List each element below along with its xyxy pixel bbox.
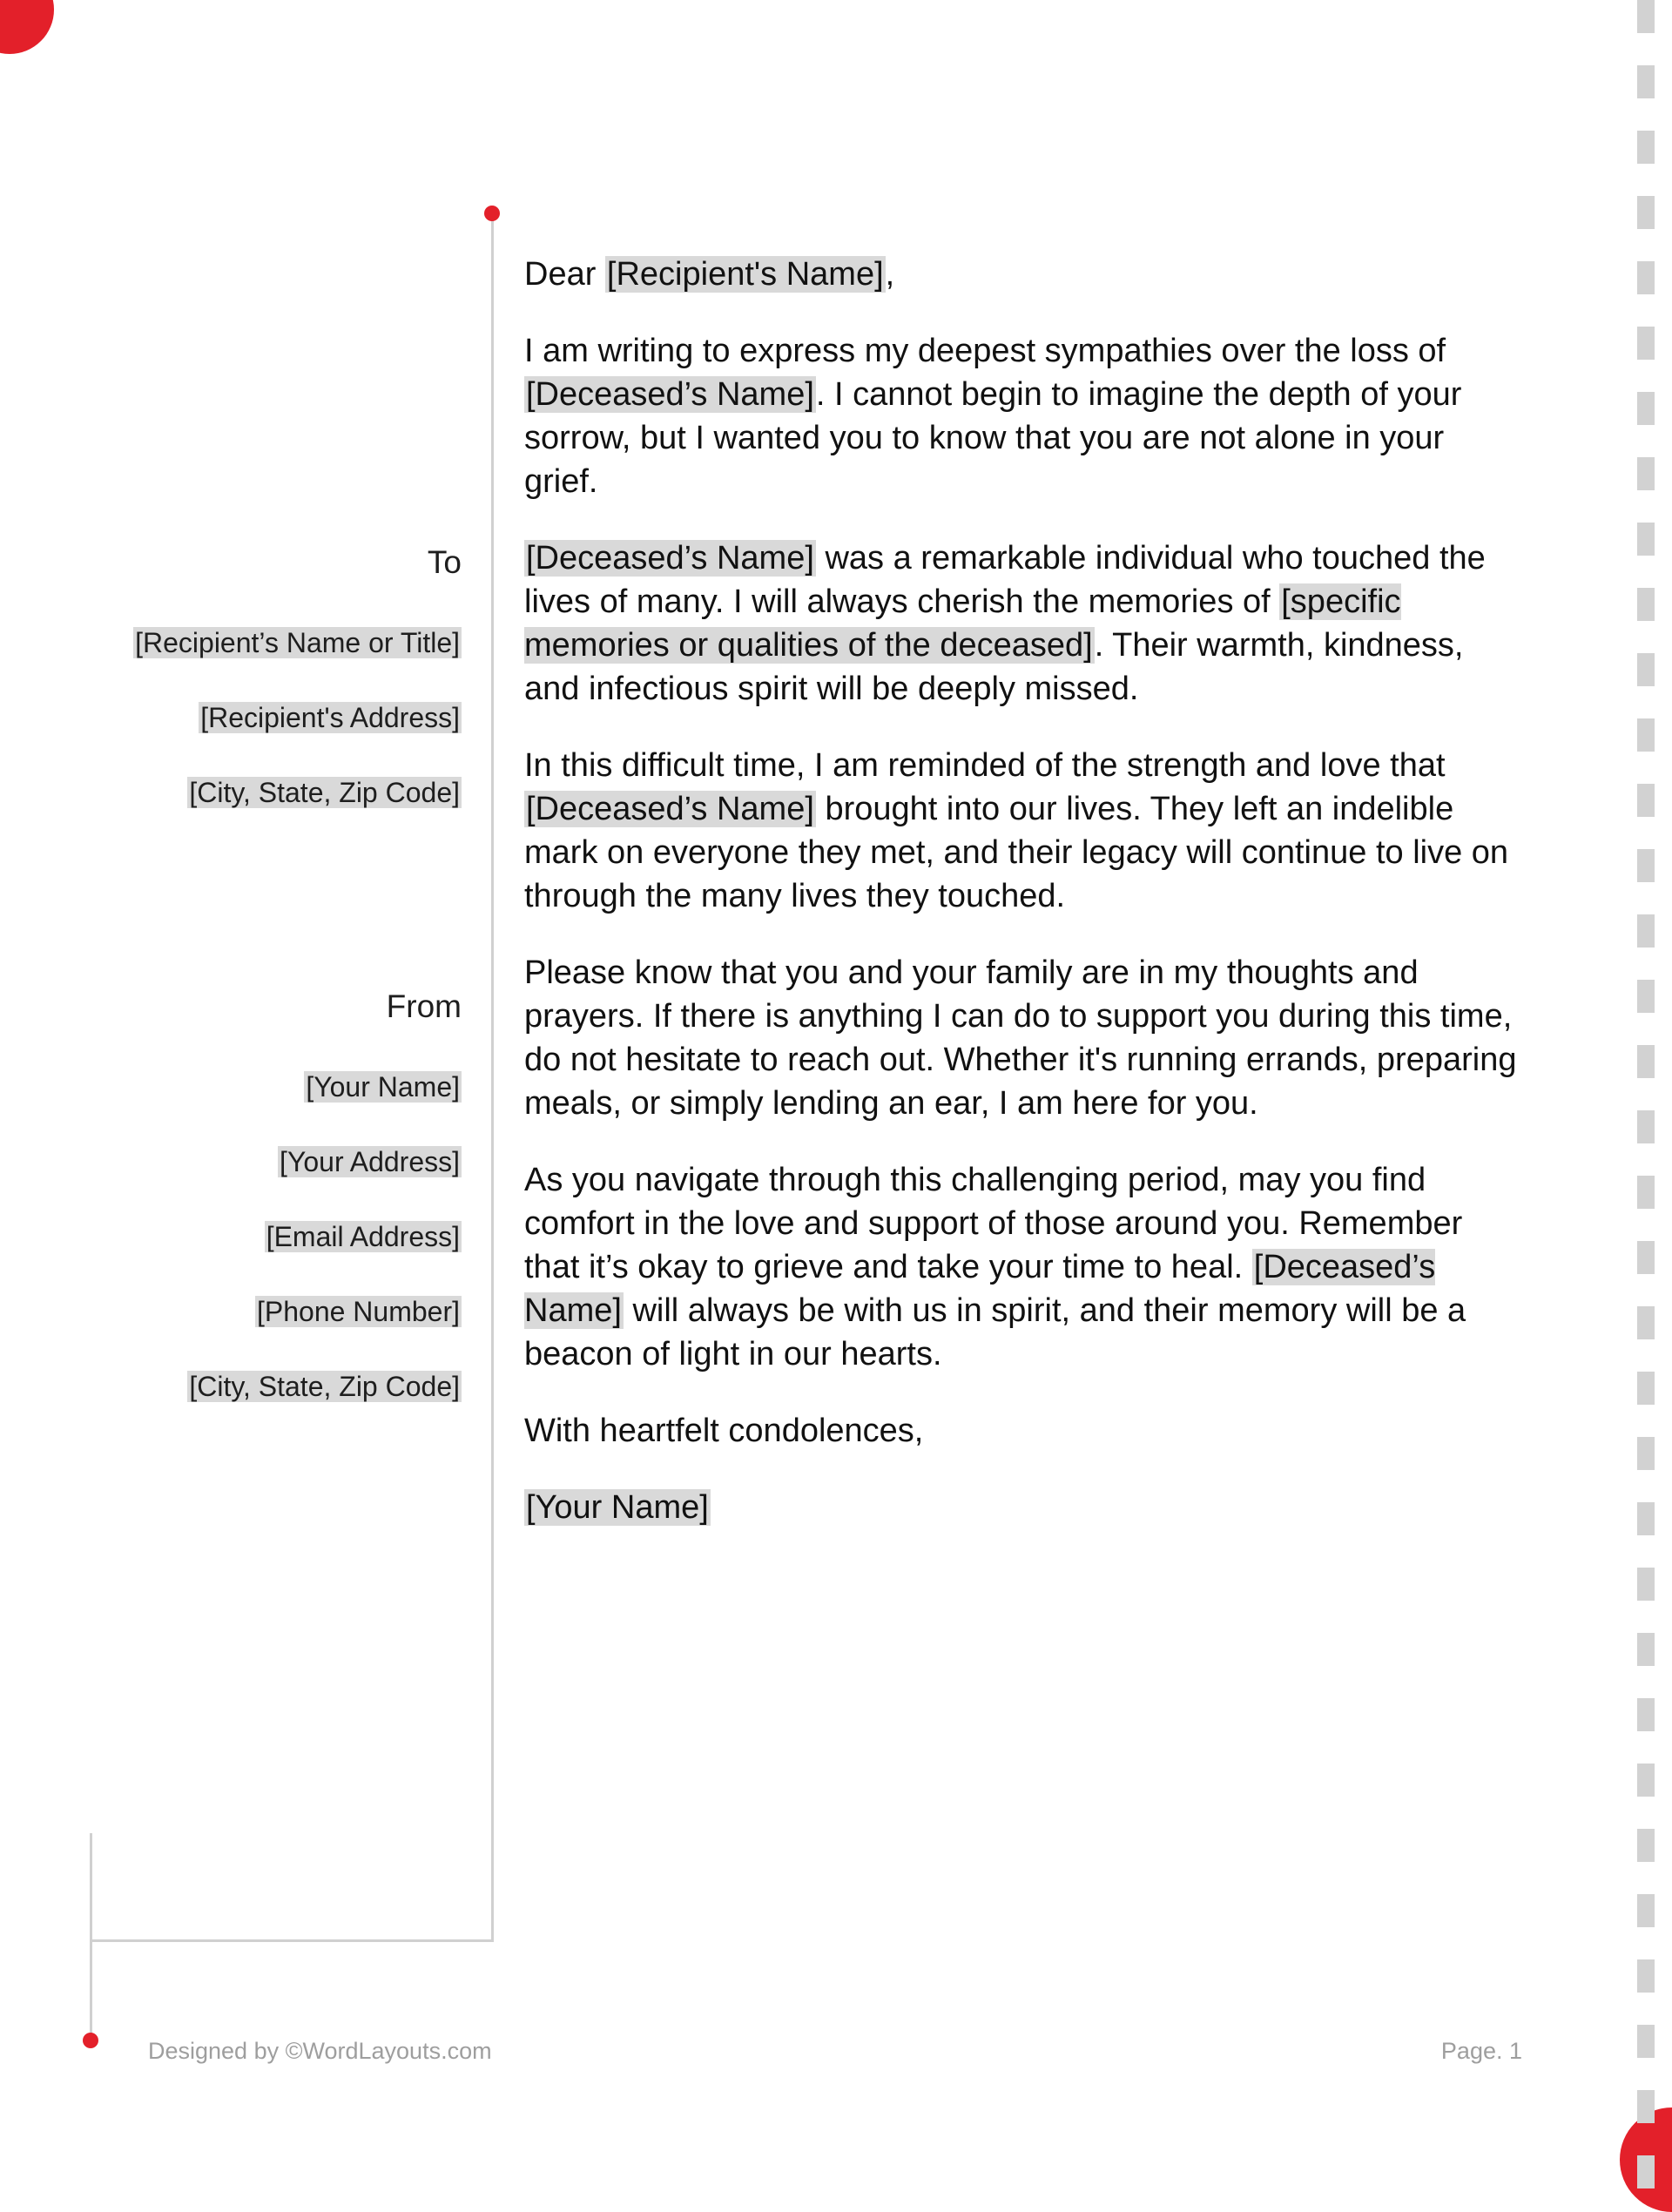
edge-dash: [1637, 2155, 1655, 2188]
deceased-name-placeholder[interactable]: [Deceased’s Name]: [526, 376, 814, 413]
paragraph-2: [524, 536, 1517, 711]
edge-dash: [1637, 457, 1655, 490]
sender-address-placeholder: [Your Address]: [280, 1146, 460, 1177]
paragraph-2-text-b: . Their warmth, kindness, and infectious spirit will be deeply missed.: [524, 627, 1464, 707]
recipient-name-field[interactable]: [133, 627, 462, 659]
paragraph-3-text-b: brought into our lives. They left an indelible mark on everyone they met, and their legacy will continue to live on through the many lives they touched.: [524, 791, 1509, 914]
edge-dash: [1637, 1764, 1655, 1797]
signature-name-placeholder[interactable]: [Your Name]: [526, 1489, 709, 1526]
page-number: Page. 1: [1440, 2038, 1522, 2064]
paragraph-1: [524, 329, 1517, 503]
edge-dash: [1637, 65, 1655, 98]
edge-dash: [1637, 1306, 1655, 1339]
edge-dash: [1637, 1633, 1655, 1666]
edge-dash: [1637, 1437, 1655, 1470]
paragraph-1-text-a: I am writing to express my deepest sympathies over the loss of: [524, 333, 1446, 369]
from-heading: From: [386, 988, 462, 1024]
recipient-city-field[interactable]: [187, 777, 462, 809]
edge-dash: [1637, 1502, 1655, 1535]
deceased-name-placeholder[interactable]: [Deceased’s Name]: [526, 791, 814, 827]
sender-name-placeholder: [Your Name]: [306, 1071, 460, 1103]
deceased-name-placeholder[interactable]: [Deceased’s Name]: [526, 540, 814, 577]
edge-dash: [1637, 327, 1655, 360]
edge-dash: [1637, 196, 1655, 229]
paragraph-2-text-a: was a remarkable individual who touched the lives of many. I will always cherish the memories of: [524, 540, 1486, 620]
paragraph-4: Please know that you and your family are in my thoughts and prayers. If there is anything I can do to support you during this time, do not hesitate to reach out. Whether it's running errands, preparing meals, or simply lending an ear, I am here for you.: [524, 954, 1517, 1122]
edge-dash: [1637, 784, 1655, 817]
paragraph-3: [524, 744, 1517, 918]
edge-dash: [1637, 1110, 1655, 1143]
footer-vertical-rule: [90, 1833, 92, 2038]
edge-dash: [1637, 1372, 1655, 1405]
vertical-divider-line: [491, 212, 494, 1942]
edge-dash: [1637, 914, 1655, 948]
edge-dash: [1637, 1176, 1655, 1209]
divider-dot-top: [484, 206, 500, 221]
edge-dash: [1637, 849, 1655, 882]
salutation-comma: ,: [885, 256, 895, 293]
recipient-address-placeholder: [Recipient's Address]: [200, 702, 460, 733]
specific-memories-placeholder[interactable]: [specific memories or qualities of the deceased]: [524, 583, 1401, 664]
salutation-text: Dear: [524, 256, 605, 293]
corner-circle-top-left: [0, 0, 54, 54]
edge-dash: [1637, 1698, 1655, 1731]
signature-line: [524, 1486, 1517, 1529]
paragraph-5-text-a: As you navigate through this challenging period, may you find comfort in the love and support of those around you. Remember that it’s okay to grieve and take your time to heal.: [524, 1162, 1463, 1285]
dashed-edge-border: [1637, 0, 1655, 2164]
edge-dash: [1637, 1241, 1655, 1274]
sender-address-field[interactable]: [278, 1146, 462, 1178]
sender-name-field[interactable]: [304, 1071, 462, 1103]
edge-dash: [1637, 2025, 1655, 2058]
edge-dash: [1637, 392, 1655, 425]
footer-credit: Designed by ©WordLayouts.com: [148, 2038, 492, 2064]
edge-dash: [1637, 588, 1655, 621]
edge-dash: [1637, 1568, 1655, 1601]
sender-email-placeholder: [Email Address]: [266, 1221, 460, 1252]
edge-dash: [1637, 523, 1655, 556]
to-heading: To: [427, 544, 462, 580]
recipient-city-placeholder: [City, State, Zip Code]: [189, 777, 460, 808]
edge-dash: [1637, 653, 1655, 686]
footer-horizontal-rule: [90, 1939, 494, 1942]
paragraph-5: [524, 1158, 1517, 1376]
edge-dash: [1637, 980, 1655, 1013]
edge-dash: [1637, 0, 1655, 33]
paragraph-3-text-a: In this difficult time, I am reminded of the strength and love that: [524, 747, 1446, 784]
edge-dash: [1637, 1959, 1655, 1993]
edge-dash: [1637, 261, 1655, 294]
edge-dash: [1637, 718, 1655, 752]
edge-dash: [1637, 131, 1655, 164]
salutation-recipient-placeholder[interactable]: [Recipient's Name]: [606, 256, 884, 293]
paragraph-1-text-b: . I cannot begin to imagine the depth of your sorrow, but I wanted you to know that you are not alone in your grief.: [524, 376, 1462, 500]
recipient-address-field[interactable]: [199, 702, 462, 734]
edge-dash: [1637, 2090, 1655, 2123]
edge-dash: [1637, 1894, 1655, 1927]
edge-dash: [1637, 1829, 1655, 1862]
sender-city-field[interactable]: [187, 1371, 462, 1403]
sender-email-field[interactable]: [265, 1221, 462, 1253]
paragraph-5-text-b: will always be with us in spirit, and their memory will be a beacon of light in our hearts.: [524, 1292, 1466, 1372]
deceased-name-placeholder[interactable]: [Deceased’s Name]: [524, 1249, 1436, 1329]
recipient-name-placeholder: [Recipient’s Name or Title]: [135, 627, 460, 658]
edge-dash: [1637, 1045, 1655, 1078]
sender-city-placeholder: [City, State, Zip Code]: [189, 1371, 460, 1402]
divider-dot-bottom: [83, 2033, 98, 2048]
letter-body: [524, 253, 1517, 1562]
salutation: [524, 253, 1517, 296]
closing-line: With heartfelt condolences,: [524, 1413, 924, 1449]
sender-phone-placeholder: [Phone Number]: [256, 1296, 460, 1327]
sender-phone-field[interactable]: [255, 1296, 462, 1328]
